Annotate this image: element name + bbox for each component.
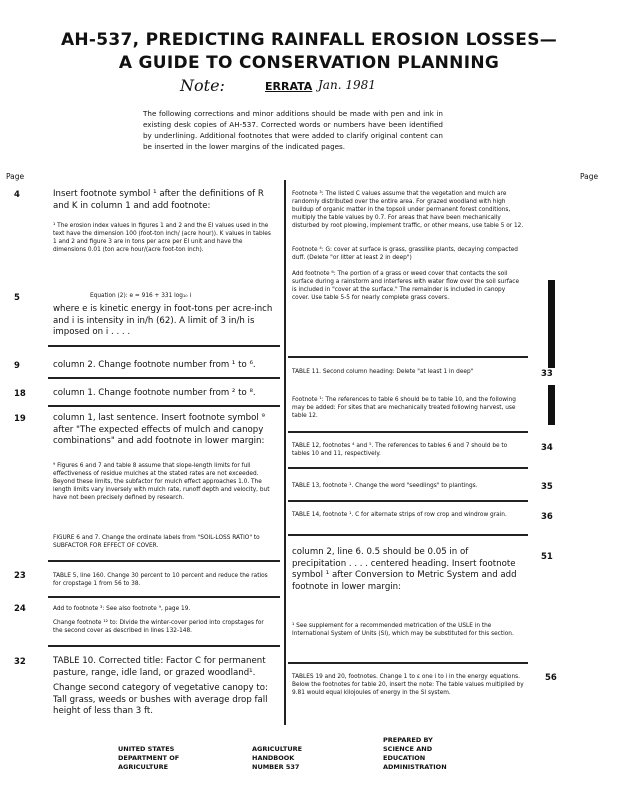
page-label-right: Page [580,172,599,181]
footer-agency [118,745,238,772]
entry-page-number: 34 [541,443,553,453]
entry-page-number: 23 [14,571,26,581]
entry-page-number: 56 [545,673,557,683]
entry-text: where e is kinetic energy in foot-tons per acre-inch and i is intensity in in/h (62). A limit of 3 in/h is imposed on i . . . . [53,304,273,337]
entry-page-number: 24 [14,604,26,614]
entry-text: column 1. Change footnote number from ² to ⁸. [53,388,256,398]
page-label-left: Page [6,172,25,181]
footer-line: PREPARED BY [383,736,433,744]
footer-line: EDUCATION [383,754,426,762]
separator [288,431,528,433]
entry-page-number: 36 [541,512,553,522]
separator [288,534,528,536]
entry-extra: Footnote ¹: The references to table 6 should be to table 10, and the following may be added: For sites that are mechanically treated following harvest, use table 12. [292,397,516,419]
entry-page-number: 51 [541,552,553,562]
separator [48,405,280,407]
footer-prepared [383,736,513,772]
separator [288,500,528,502]
footer-handbook [252,745,352,772]
entry-page-number: 4 [14,190,20,200]
entry-footnote: ¹ See supplement for a recommended metrication of the USLE in the International System of Units (SI), which may be substituted for this section. [292,623,514,637]
intro-paragraph: The following corrections and minor additions should be made with pen and ink in existing desk copies of AH-537. Corrected words or numbers have been identified by underlining. Additional footnotes that were added to clarify original content can be inserted in the lower margins of the indicated pages. [143,109,443,151]
footer-line: AGRICULTURE [252,745,303,753]
entry-text: column 1, last sentence. Insert footnote symbol ⁹ after "The expected effects of mulch and canopy combinations" and add footnote in lower margin: [53,413,265,446]
margin-bar-2 [548,385,555,425]
entry-page-number: 32 [14,657,26,667]
entry-page-number: 18 [14,389,26,399]
entry-text: Footnote ⁴: G: cover at surface is grass, grasslike plants, decaying compacted duff. (Delete "or litter at least 2 in deep") [292,247,518,261]
entry-page-number: 5 [14,293,20,303]
entry-text: TABLES 19 and 20, footnotes. Change 1 to ε one i to i in the energy equations. Below the footnotes for table 20, insert the note: The table values multiplied by 9.81 would equal kilojoules of energy in the SI system. [292,674,524,696]
separator [48,645,280,647]
title-line-1: AH-537, PREDICTING RAINFALL EROSION LOSSES— [60,30,558,50]
footer-line: AGRICULTURE [118,763,169,771]
entry-footnote: ⁹ Figures 6 and 7 and table 8 assume that slope-length limits for full effectiveness of residue mulches at the stated rates are not exceeded. Beyond these limits, the subfactor for mulch effect approaches 1.0. The length limits vary inversely with mulch rate, runoff depth and velocity, but have not been precisely defined by research. [53,463,270,501]
title-line-2: A GUIDE TO CONSERVATION PLANNING [118,53,500,73]
entry-extra: Change second category of vegetative canopy to: Tall grass, weeds or bushes with average drop fall height of less than 3 ft. [53,683,268,716]
entry-text: Add footnote ⁶: The portion of a grass or weed cover that contacts the soil surface during a rainstorm and interferes with water flow over the soil surface is included in "cover at the surface." The remainder is included in canopy cover. Use table 5-5 for nearly complete grass covers. [292,271,520,301]
separator [48,377,280,379]
handwritten-date: Jan. 1981 [318,78,376,92]
entry-text: TABLE 5, line 160. Change 30 percent to 10 percent and reduce the ratios for cropstage 1 from 56 to 38. [53,573,268,587]
entry-page-number: 33 [541,369,553,379]
footer-line: SCIENCE AND [383,745,433,753]
entry-text: column 2, line 6. 0.5 should be 0.05 in of precipitation . . . . centered heading. Insert footnote symbol ¹ after Conversion to Metric System and add footnote in lower margin: [292,547,517,592]
footer-line: NUMBER 537 [252,763,300,771]
separator [48,345,280,347]
entry-text: TABLE 12, footnotes ⁴ and ⁵. The references to tables 6 and 7 should be to tables 10 and 11, respectively. [292,443,508,457]
entry-text: Insert footnote symbol ¹ after the definitions of R and K in column 1 and add footnote: [53,189,264,211]
entry-text: TABLE 11. Second column heading: Delete "at least 1 in deep" [292,369,474,375]
entry-text: column 2. Change footnote number from ¹ to ⁶. [53,360,256,370]
entry-text: TABLE 13, footnote ¹. Change the word "seedlings" to plantings. [292,483,478,489]
column-divider [284,180,286,725]
footer-line: ADMINISTRATION [383,763,447,771]
separator [288,662,528,664]
separator [288,356,528,358]
entry-text: Footnote ³: The listed C values assume that the vegetation and mulch are randomly distributed over the entire area. For grazed woodland with high buildup of organic matter in the topsoil under permanent forest conditions, multiply the table values by 0.7. For areas that have been mechanically disturbed by root plowing, implement traffic, or other means, use table 5 or 12. [292,191,524,229]
footer-line: DEPARTMENT OF [118,754,180,762]
errata-label: ERRATA [265,80,313,93]
entry-page-number: 35 [541,482,553,492]
entry-text: TABLE 10. Corrected title: Factor C for permanent pasture, range, idle land, or grazed woodland¹. [53,656,266,678]
entry-text: TABLE 14, footnote ¹. C for alternate strips of row crop and windrow grain. [292,512,507,518]
separator [48,560,280,562]
entry-page-number: 19 [14,414,26,424]
footer-line: HANDBOOK [252,754,295,762]
separator [48,596,280,598]
margin-bar [548,280,555,368]
entry-text: Add to footnote ³: See also footnote ⁹, page 19. [53,606,191,612]
separator [288,467,528,469]
entry-footnote: ¹ The erosion index values in figures 1 and 2 and the EI values used in the text have the dimension 100 (foot-ton inch/ (acre hour)). K values in tables 1 and 2 and figure 3 are in tons per acre per EI unit and have the dimensions 0.01 (ton acre hour/(acre foot-ton inch). [53,223,271,253]
entry-extra: Change footnote ¹² to: Divide the winter-cover period into cropstages for the second cover as described in lines 132-148. [53,620,264,634]
entry-equation: Equation (2): e = 916 + 331 log₁₀ i [90,293,192,299]
entry-extra: FIGURE 6 and 7. Change the ordinate labels from "SOIL-LOSS RATIO" to SUBFACTOR FOR EFFECT OF COVER. [53,535,260,549]
footer-line: UNITED STATES [118,745,175,753]
handwritten-note: Note: [180,76,225,95]
entry-page-number: 9 [14,361,20,371]
